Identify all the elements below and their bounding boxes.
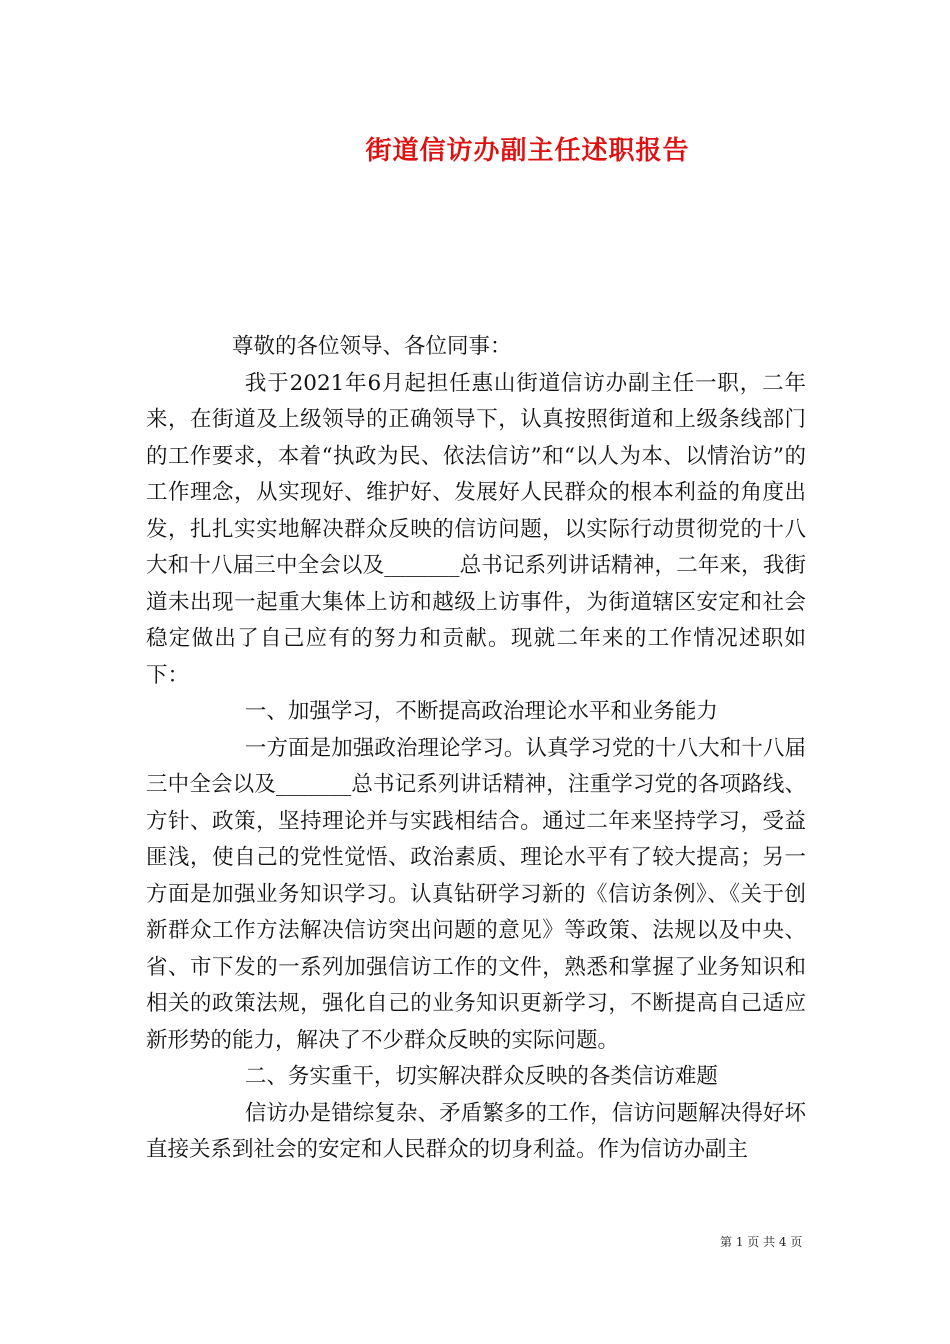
paragraph-intro: 我于2021年6月起担任惠山街道信访办副主任一职，二年来，在街道及上级领导的正确领导下，认真按照街道和上级条线部门的工作要求，本着“执政为民、依法信访”和“以人为本、以情治访”的工作理念，从实现好、维护好、发展好人民群众的根本利益的角度出发，扎扎实实地解决群众反映的信访问题，以实际行动贯彻党的十八大和十八届三中全会以及_______总书记系列讲话精神，二年来，我街道未出现一起重大集体上访和越级上访事件，为街道辖区安定和社会稳定做出了自己应有的努力和贡献。现就二年来的工作情况述职如下： [146, 370, 806, 688]
page-number: 第 1 页 共 4 页 [720, 1235, 803, 1249]
paragraph-work: 信访办是错综复杂、矛盾繁多的工作，信访问题解决得好坏直接关系到社会的安定和人民群众的切身利益。作为信访办副主 [146, 1100, 806, 1162]
section-heading-2: 二、务实重干，切实解决群众反映的各类信访难题 [244, 1064, 718, 1089]
document-body [146, 329, 806, 1169]
paragraph-study: 一方面是加强政治理论学习。认真学习党的十八大和十八届三中全会以及_______总书记系列讲话精神，注重学习党的各项路线、方针、政策，坚持理论并与实践相结合。通过二年来坚持学习，受益匪浅，使自己的党性觉悟、政治素质、理论水平有了较大提高；另一方面是加强业务知识学习。认真钻研学习新的《信访条例》、《关于创新群众工作方法解决信访突出问题的意见》等政策、法规以及中央、省、市下发的一系列加强信访工作的文件，熟悉和掌握了业务知识和相关的政策法规，强化自己的业务知识更新学习，不断提高自己适应新形势的能力，解决了不少群众反映的实际问题。 [146, 735, 806, 1053]
section-heading-1: 一、加强学习，不断提高政治理论水平和业务能力 [244, 699, 718, 724]
salutation: 尊敬的各位领导、各位同事： [232, 334, 512, 359]
page-title: 街道信访办副主任述职报告 [365, 136, 690, 166]
